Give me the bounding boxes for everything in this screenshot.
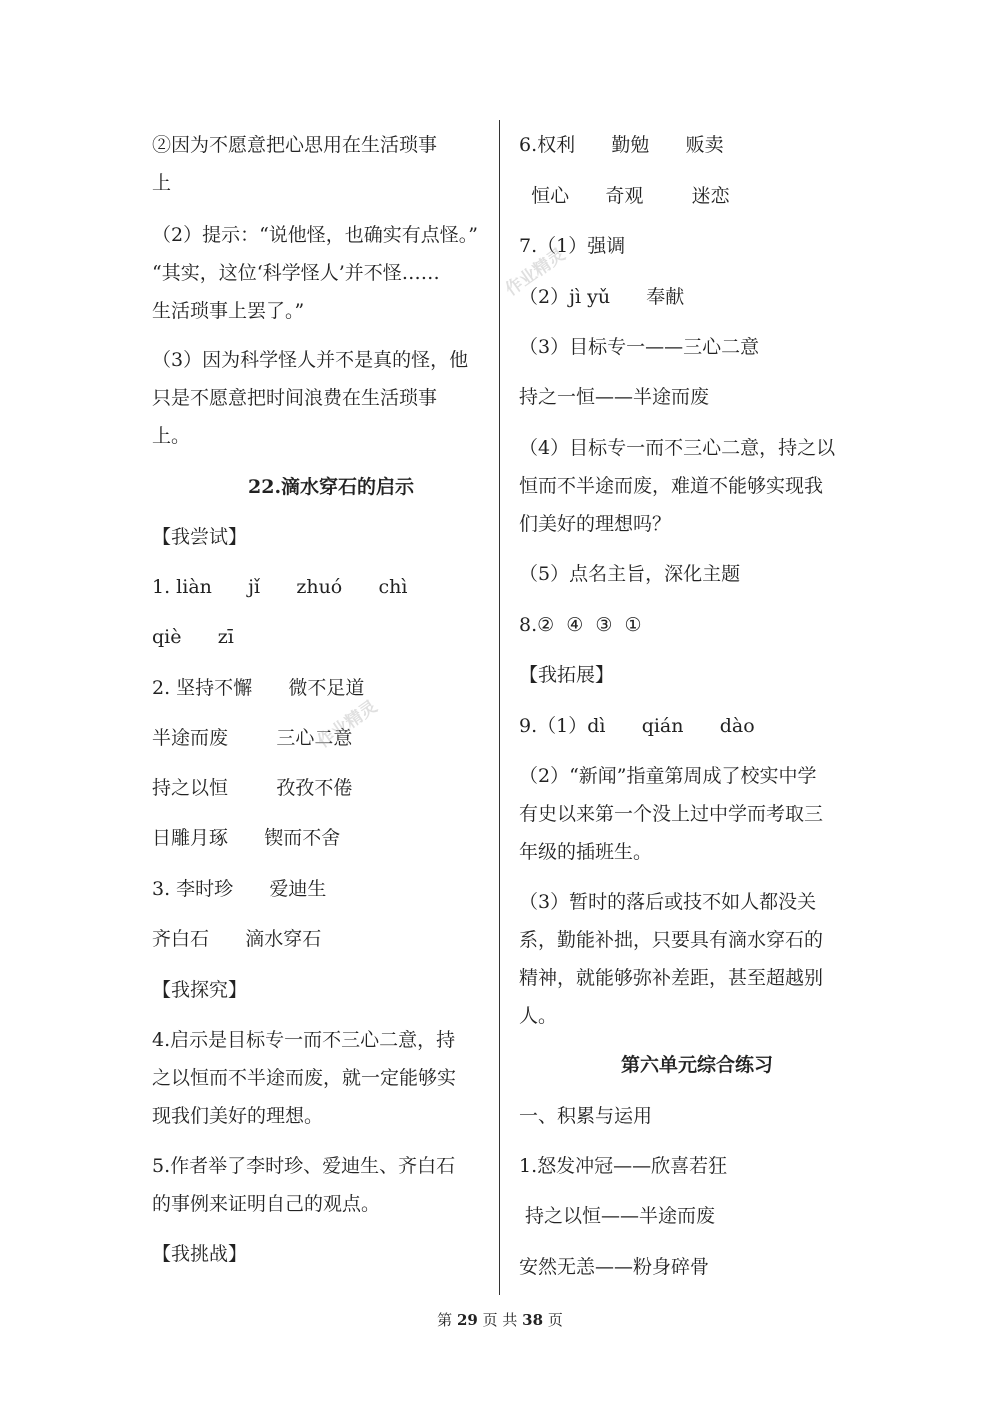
answer-line: 系，勤能补拙，只要具有滴水穿石的: [519, 929, 824, 951]
answer-line: 生活琐事上罢了。”: [152, 300, 305, 322]
answer-line: 9.（1）dì qián dào: [519, 715, 755, 737]
section-title: 第六单元综合练习: [621, 1054, 774, 1076]
answer-line: 恒而不半途而废，难道不能够实现我: [519, 475, 824, 497]
section-heading: 【我挑战】: [152, 1243, 248, 1265]
answer-line: qiè zī: [152, 626, 234, 648]
answer-line: （3）暂时的落后或技不如人都没关: [519, 891, 817, 913]
answer-line: 2. 坚持不懈 微不足道: [152, 677, 365, 699]
section-heading: 【我尝试】: [152, 526, 248, 548]
answer-line: 齐白石 滴水穿石: [152, 928, 322, 950]
answer-line: 1. liàn jǐ zhuó chì: [152, 576, 408, 598]
answer-line: 的事例来证明自己的观点。: [152, 1193, 381, 1215]
answer-line: 精神，就能够弥补差距，甚至超越别: [519, 967, 824, 989]
answer-line: 一、积累与运用: [519, 1105, 653, 1127]
section-heading: 【我探究】: [152, 979, 248, 1001]
section-title: 22.滴水穿石的启示: [248, 476, 415, 498]
column-divider: [499, 120, 500, 1295]
answer-line: 之以恒而不半途而废，就一定能够实: [152, 1067, 457, 1089]
answer-line: 持之以恒——半途而废: [519, 1205, 716, 1227]
answer-line: ②因为不愿意把心思用在生活琐事: [152, 134, 438, 156]
answer-line: 安然无恙——粉身碎骨: [519, 1256, 710, 1278]
footer-suffix: 页: [547, 1311, 563, 1329]
page-footer: [0, 1308, 1000, 1332]
answer-line: （3）因为科学怪人并不是真的怪，他: [152, 349, 469, 371]
answer-line: 年级的插班生。: [519, 841, 653, 863]
answer-line: 3. 李时珍 爱迪生: [152, 878, 327, 900]
answer-line: 只是不愿意把时间浪费在生活琐事: [152, 387, 438, 409]
answer-line: （2）提示：“说他怪，也确实有点怪。”: [152, 224, 479, 246]
section-heading: 【我拓展】: [519, 664, 615, 686]
answer-line: 半途而废 三心二意: [152, 727, 353, 749]
total-page-count: 38: [522, 1311, 544, 1329]
answer-line: 1.怒发冲冠——欣喜若狂: [519, 1155, 728, 1177]
answer-line: 7.（1）强调: [519, 235, 626, 257]
answer-line: 持之以恒 孜孜不倦: [152, 777, 353, 799]
answer-line: 4.启示是目标专一而不三心二意，持: [152, 1029, 456, 1051]
answer-line: 上: [152, 172, 172, 194]
answer-line: 日雕月琢 锲而不舍: [152, 827, 341, 849]
footer-middle: 页 共: [482, 1311, 518, 1329]
answer-line: （5）点名主旨，深化主题: [519, 563, 741, 585]
answer-line: 有史以来第一个没上过中学而考取三: [519, 803, 824, 825]
answer-line: （2）“新闻”指童第周成了校实中学: [519, 765, 817, 787]
answer-line: 6.权利 勤勉 贩卖: [519, 134, 724, 156]
footer-prefix: 第: [437, 1311, 453, 1329]
current-page-number: 29: [456, 1311, 478, 1329]
answer-line: “其实，这位‘科学怪人’并不怪……: [152, 262, 440, 284]
answer-line: 人。: [519, 1005, 558, 1027]
answer-line: （4）目标专一而不三心二意，持之以: [519, 437, 836, 459]
answer-line: （2）jì yǔ 奉献: [519, 286, 685, 308]
answer-line: 恒心 奇观 迷恋: [519, 185, 730, 207]
answer-line: 们美好的理想吗？: [519, 513, 672, 535]
answer-line: 持之一恒——半途而废: [519, 386, 710, 408]
watermark: 作业精灵: [501, 244, 570, 301]
answer-line: 现我们美好的理想。: [152, 1105, 324, 1127]
answer-line: 上。: [152, 425, 191, 447]
answer-line: 5.作者举了李时珍、爱迪生、齐白石: [152, 1155, 456, 1177]
answer-line: 8.② ④ ③ ①: [519, 614, 642, 636]
watermark: 作业精灵: [313, 696, 382, 753]
answer-line: （3）目标专一——三心二意: [519, 336, 760, 358]
